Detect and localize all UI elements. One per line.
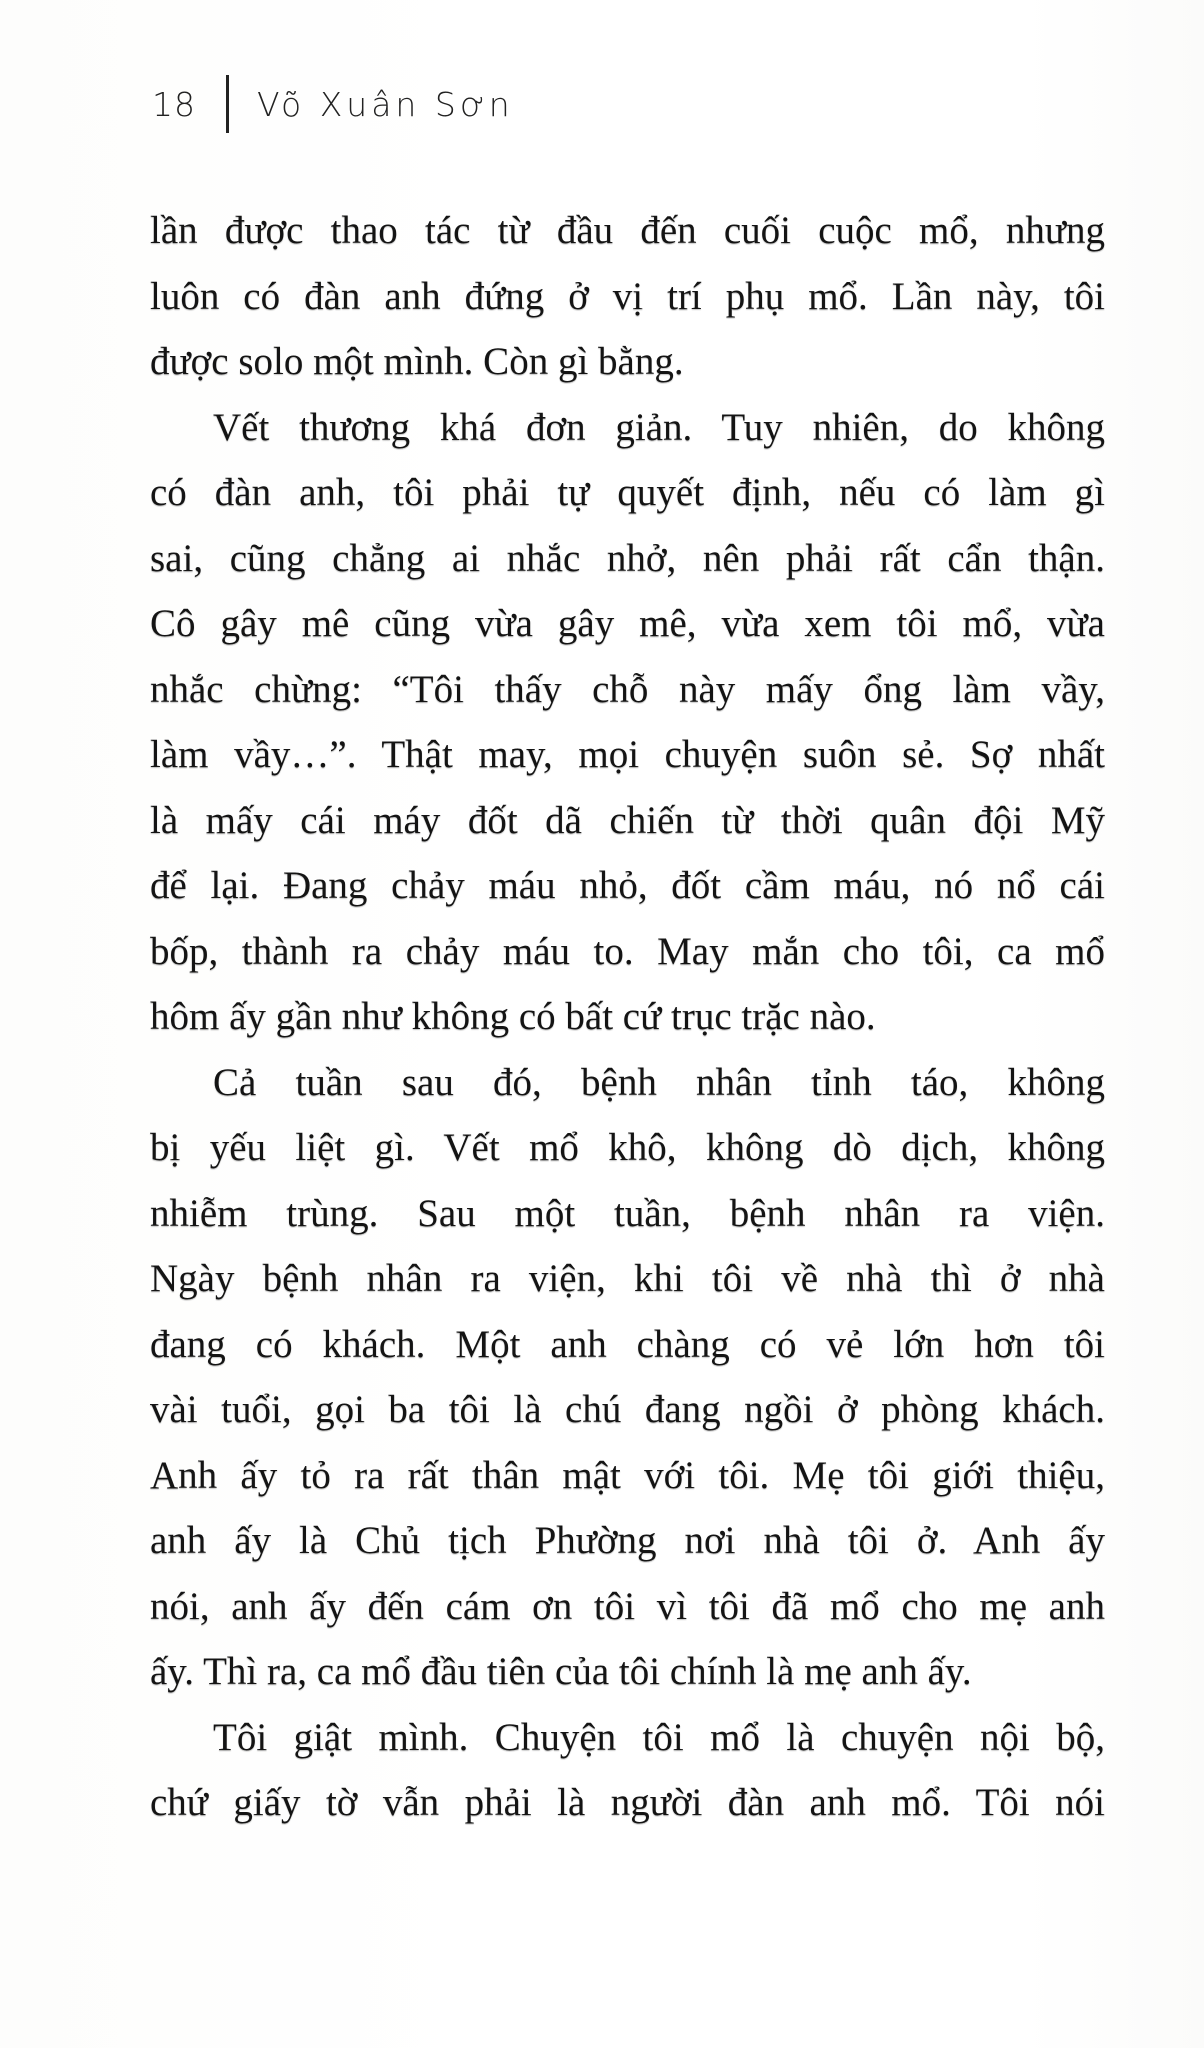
text-line: làm vầy…”. Thật may, mọi chuyện suôn sẻ. Sợ nhất xyxy=(150,733,1105,776)
text-line: vài tuổi, gọi ba tôi là chú đang ngồi ở phòng khách. xyxy=(150,1388,1105,1431)
text-line: hôm ấy gần như không có bất cứ trục trặc nào. xyxy=(150,995,876,1038)
text-line: lần được thao tác từ đầu đến cuối cuộc mổ, nhưng xyxy=(150,209,1105,252)
running-header xyxy=(152,72,514,136)
page-number: 18 xyxy=(152,84,196,124)
text-line: được solo một mình. Còn gì bằng. xyxy=(150,340,684,383)
text-line: Tôi giật mình. Chuyện tôi mổ là chuyện nội bộ, xyxy=(213,1715,1105,1759)
text-line: anh ấy là Chủ tịch Phường nơi nhà tôi ở. Anh ấy xyxy=(150,1519,1105,1562)
author-name: Võ Xuân Sơn xyxy=(257,84,514,124)
text-line: để lại. Đang chảy máu nhỏ, đốt cầm máu, nó nổ cái xyxy=(150,864,1105,907)
text-line: có đàn anh, tôi phải tự quyết định, nếu có làm gì xyxy=(150,471,1105,514)
text-line: Ngày bệnh nhân ra viện, khi tôi về nhà thì ở nhà xyxy=(150,1257,1105,1300)
text-line: là mấy cái máy đốt dã chiến từ thời quân đội Mỹ xyxy=(150,798,1105,842)
header-divider xyxy=(226,75,229,133)
text-line: nhắc chừng: “Tôi thấy chỗ này mấy ổng làm vầy, xyxy=(150,667,1105,711)
text-line: chứ giấy tờ vẫn phải là người đàn anh mổ. Tôi nói xyxy=(150,1781,1105,1824)
text-line: Cả tuần sau đó, bệnh nhân tỉnh táo, không xyxy=(213,1060,1105,1104)
text-line: bốp, thành ra chảy máu to. May mắn cho tôi, ca mổ xyxy=(150,929,1105,973)
text-line: bị yếu liệt gì. Vết mổ khô, không dò dịch, không xyxy=(150,1126,1105,1169)
body-text xyxy=(150,198,1105,1836)
text-line: nói, anh ấy đến cám ơn tôi vì tôi đã mổ cho mẹ anh xyxy=(150,1584,1105,1628)
text-line: luôn có đàn anh đứng ở vị trí phụ mổ. Lần này, tôi xyxy=(150,274,1105,318)
text-line: nhiễm trùng. Sau một tuần, bệnh nhân ra viện. xyxy=(150,1191,1105,1235)
text-line: Anh ấy tỏ ra rất thân mật với tôi. Mẹ tôi giới thiệu, xyxy=(150,1453,1105,1497)
text-line: ấy. Thì ra, ca mổ đầu tiên của tôi chính là mẹ anh ấy. xyxy=(150,1650,972,1693)
text-line: sai, cũng chẳng ai nhắc nhở, nên phải rất cẩn thận. xyxy=(150,536,1105,580)
text-line: Vết thương khá đơn giản. Tuy nhiên, do không xyxy=(213,405,1105,449)
text-line: đang có khách. Một anh chàng có vẻ lớn hơn tôi xyxy=(150,1322,1105,1366)
text-line: Cô gây mê cũng vừa gây mê, vừa xem tôi mổ, vừa xyxy=(150,602,1105,645)
